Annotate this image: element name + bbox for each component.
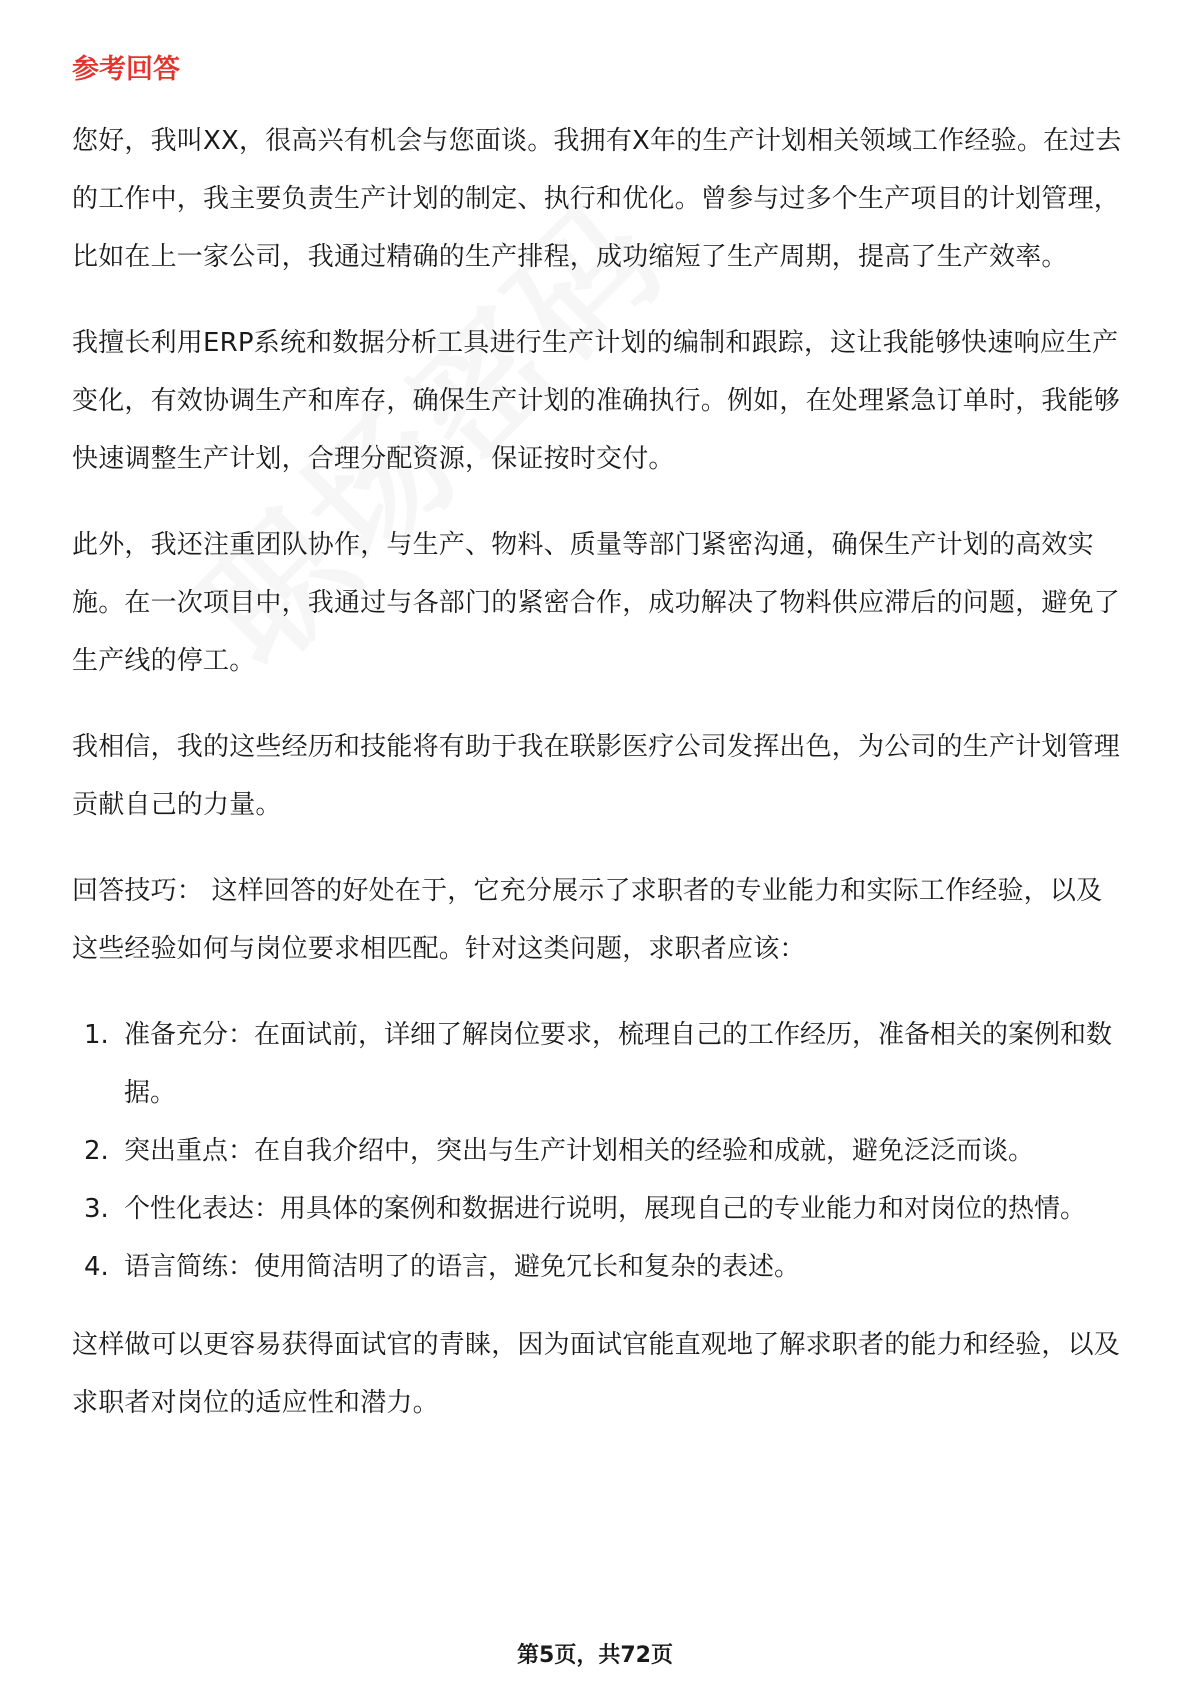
paragraph-closing: 这样做可以更容易获得面试官的青睐，因为面试官能直观地了解求职者的能力和经验，以及求职者对岗位的适应性和潜力。 [72, 1330, 1121, 1418]
list-item [72, 1122, 1122, 1180]
list-item [72, 1180, 1122, 1238]
list-number: 1. [84, 1020, 109, 1050]
list-number: 2. [84, 1136, 109, 1166]
list-text: 准备充分：在面试前，详细了解岗位要求，梳理自己的工作经历，准备相关的案例和数据。 [124, 1020, 1113, 1108]
list-text: 语言简练：使用简洁明了的语言，避免冗长和复杂的表述。 [124, 1252, 801, 1282]
paragraph-conclusion: 我相信，我的这些经历和技能将有助于我在联影医疗公司发挥出色，为公司的生产计划管理贡献自己的力量。 [72, 732, 1121, 820]
paragraph-tips-intro: 回答技巧： 这样回答的好处在于，它充分展示了求职者的专业能力和实际工作经验，以及这些经验如何与岗位要求相匹配。针对这类问题，求职者应该： [72, 876, 1103, 964]
list-item [72, 1238, 1122, 1296]
list-text: 突出重点：在自我介绍中，突出与生产计划相关的经验和成就，避免泛泛而谈。 [124, 1136, 1035, 1166]
list-item [72, 1006, 1122, 1122]
list-text: 个性化表达：用具体的案例和数据进行说明，展现自己的专业能力和对岗位的热情。 [124, 1194, 1087, 1224]
section-heading: 参考回答 [72, 54, 180, 85]
paragraph-teamwork: 此外，我还注重团队协作，与生产、物料、质量等部门紧密沟通，确保生产计划的高效实施。在一次项目中，我通过与各部门的紧密合作，成功解决了物料供应滞后的问题，避免了生产线的停工。 [72, 530, 1121, 676]
document-body [72, 50, 1122, 1460]
list-number: 4. [84, 1252, 109, 1282]
paragraph-skills: 我擅长利用ERP系统和数据分析工具进行生产计划的编制和跟踪，这让我能够快速响应生产变化，有效协调生产和库存，确保生产计划的准确执行。例如，在处理紧急订单时，我能够快速调整生产计划，合理分配资源，保证按时交付。 [72, 328, 1121, 474]
list-number: 3. [84, 1194, 109, 1224]
tips-list [72, 1006, 1122, 1296]
page-number: 第5页，共72页 [517, 1643, 673, 1668]
paragraph-intro: 您好，我叫XX，很高兴有机会与您面谈。我拥有X年的生产计划相关领域工作经验。在过去的工作中，我主要负责生产计划的制定、执行和优化。曾参与过多个生产项目的计划管理，比如在上一家公司，我通过精确的生产排程，成功缩短了生产周期，提高了生产效率。 [72, 126, 1122, 272]
